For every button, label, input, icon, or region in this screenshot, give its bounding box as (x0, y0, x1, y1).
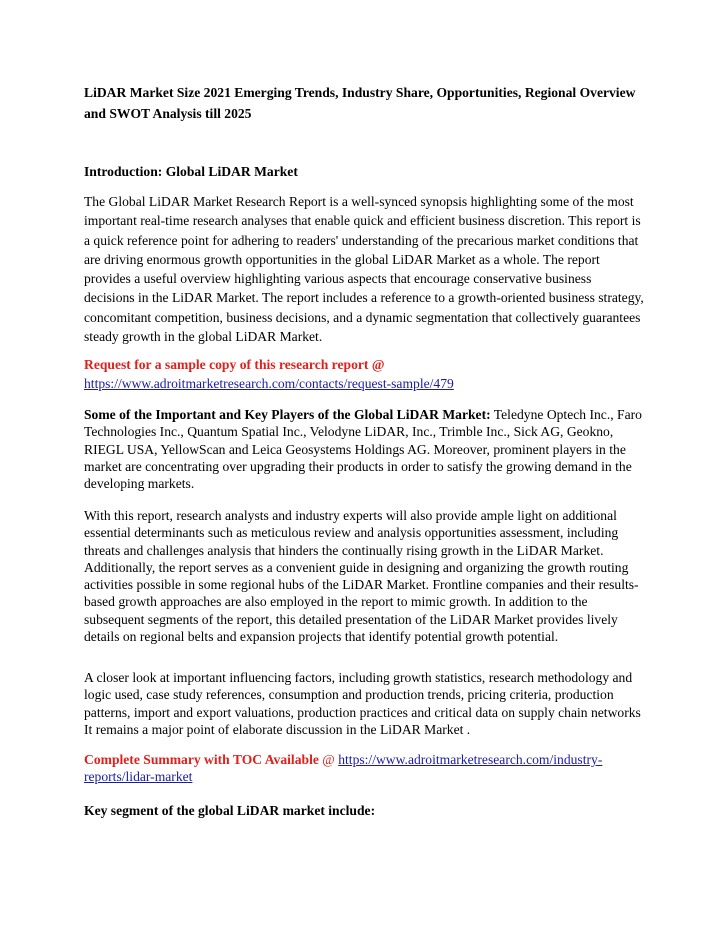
key-players-label: Some of the Important and Key Players of the Global LiDAR Market: (84, 407, 491, 422)
intro-heading: Introduction: Global LiDAR Market (84, 164, 298, 179)
key-players-text: Teledyne Optech Inc., Faro Technologies Inc., Quantum Spatial Inc., Velodyne LiDAR, Inc., Trimble Inc., Sick AG, Geokno, RIEGL USA, YellowScan and Leica Geosystems Holdings AG. Moreover, prominent players in the market are concentrating over upgrading their products in order to satisfy the growing demand in the developing markets. (84, 407, 642, 492)
intro-paragraph: The Global LiDAR Market Research Report is a well-synced synopsis highlighting some of the most important real-time research analyses that enable quick and efficient business discretion. This report is a quick reference point for adhering to readers' understanding of the precarious market conditions that are driving enormous growth opportunities in the global LiDAR Market as a whole. The report provides a useful overview highlighting various aspects that encourage conservative business decisions in the LiDAR Market. The report includes a reference to a growth-oriented business strategy, concomitant competition, business decisions, and a dynamic segmentation that collectively guarantees steady growth in the global LiDAR Market. (84, 194, 644, 345)
document-title: LiDAR Market Size 2021 Emerging Trends, Industry Share, Opportunities, Regional Overview and SWOT Analysis till 2025 (84, 85, 636, 121)
influencing-factors-paragraph: A closer look at important influencing factors, including growth statistics, research methodology and logic used, case study references, consumption and production trends, pricing criteria, production patterns, import and export valuations, production practices and critical data on supply chain networks It remains a major point of elaborate discussion in the LiDAR Market . (84, 670, 641, 737)
request-sample-label: Request for a sample copy of this research report @ (84, 357, 385, 372)
summary-paragraph (84, 751, 644, 786)
request-sample-link[interactable]: https://www.adroitmarketresearch.com/contacts/request-sample/479 (84, 376, 454, 391)
summary-at-sign: @ (318, 752, 339, 767)
request-sample-paragraph (84, 374, 454, 393)
summary-label: Complete Summary with TOC Available (84, 752, 319, 767)
analysts-paragraph: With this report, research analysts and industry experts will also provide ample light on additional essential determinants such as meticulous review and analysis opportunities assessment, including threats and challenges analysis that hinders the continually rising growth in the LiDAR Market. Additionally, the report serves as a convenient guide in designing and organizing the growth routing activities possible in some regional hubs of the LiDAR Market. Frontline companies and their results-based growth approaches are also employed in the report to mimic growth. In addition to the subsequent segments of the report, this detailed presentation of the LiDAR Market provides lively details on regional belts and expansion projects that identify potential growth potential. (84, 508, 639, 645)
key-segment-heading: Key segment of the global LiDAR market include: (84, 803, 376, 818)
key-players-paragraph (84, 406, 642, 492)
summary-link[interactable]: https://www.adroitmarketresearch.com/industry-reports/lidar-market (84, 752, 603, 785)
